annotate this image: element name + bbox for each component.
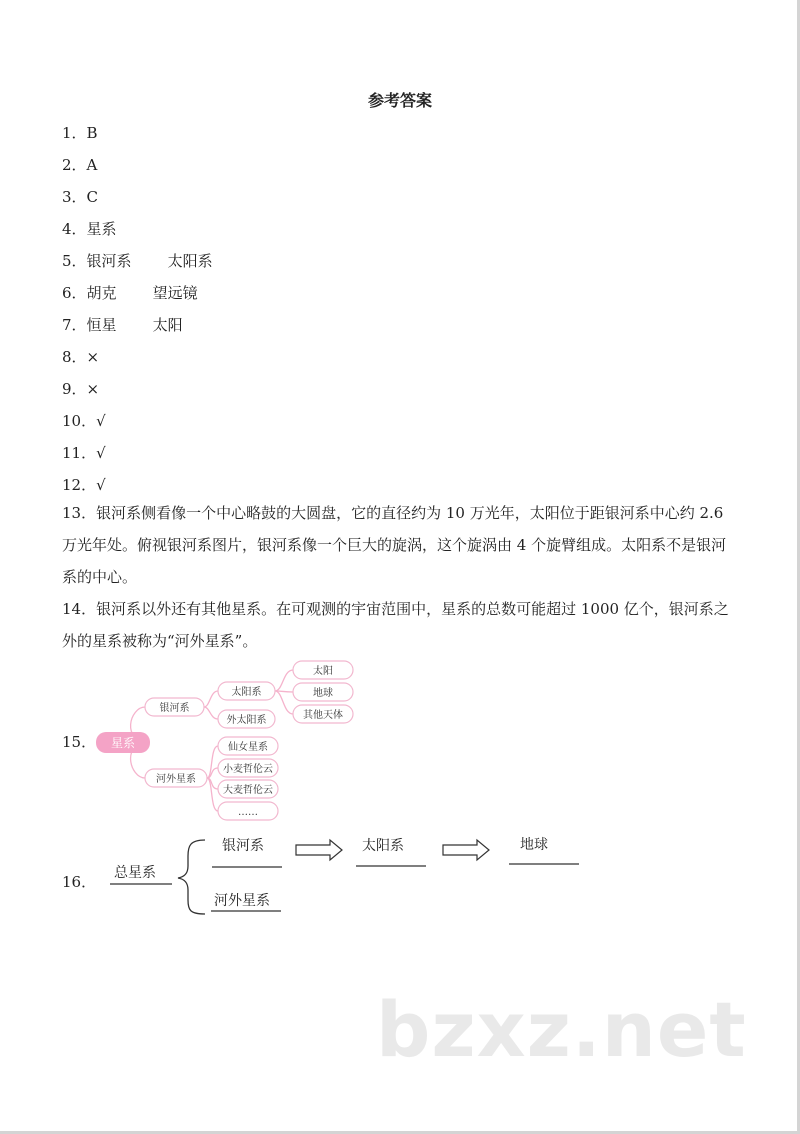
label-earth: 地球 [313, 688, 333, 699]
label-outside-solar: 外太阳系 [226, 715, 267, 726]
label-sun: 太阳 [313, 666, 333, 677]
label-lmc: 大麦哲伦云 [223, 785, 273, 796]
label-milky-way: 银河系 [159, 703, 190, 714]
answer-value: 胡克 [86, 284, 117, 302]
answer-number: 10． [62, 412, 97, 430]
watermark: bzxz.net [376, 985, 747, 1074]
answer-value: C [86, 188, 99, 206]
label-ellipsis: …… [238, 807, 258, 818]
label-smc: 小麦哲伦云 [223, 764, 273, 775]
answer-number: 12． [62, 476, 97, 494]
answer-14: 14．银河系以外还有其他星系。在可观测的宇宙范围中，星系的总数可能超过 1000 亿个，银河系之外的星系被称为“河外星系”。 [62, 600, 729, 650]
label-earth-16: 地球 [520, 837, 548, 853]
answer-number: 3． [62, 188, 87, 206]
answer-number: 1． [62, 124, 87, 142]
label-total-galaxy: 总星系 [114, 865, 156, 881]
brace [178, 840, 205, 914]
answer-number: 2． [62, 156, 87, 174]
arrow-right-icon [443, 840, 489, 860]
answer-16-number: 16． [62, 873, 97, 891]
answer-value: √ [96, 444, 106, 462]
answer-value: 银河系 [86, 252, 132, 270]
answer-number: 11． [62, 444, 97, 462]
answer-number: 4． [62, 220, 87, 238]
answer-number: 6． [62, 284, 87, 302]
page-title: 参考答案 [367, 91, 432, 110]
answer-15-number: 15． [62, 733, 97, 751]
label-other-bodies: 其他天体 [303, 710, 343, 721]
label-solar-system: 太阳系 [231, 687, 262, 698]
answer-value: × [86, 348, 100, 366]
label-extragalactic: 河外星系 [156, 774, 196, 785]
answer-number: 5． [62, 252, 87, 270]
answer-value: √ [96, 412, 106, 430]
answer-value: A [86, 156, 98, 174]
label-solar-system-16: 太阳系 [362, 838, 404, 854]
label-milky-way-16: 银河系 [222, 838, 264, 854]
answer-value: B [86, 124, 98, 142]
answer-value: √ [96, 476, 106, 494]
answer-value: × [86, 380, 100, 398]
label-andromeda: 仙女星系 [228, 742, 268, 753]
arrow-right-icon [296, 840, 342, 860]
answer-value: 星系 [86, 220, 117, 238]
hierarchy-diagram [110, 836, 579, 914]
answer-value: 太阳 [152, 316, 183, 334]
answer-value: 恒星 [86, 316, 117, 334]
answer-value: 望远镜 [152, 284, 198, 302]
root-node-label: 星系 [110, 736, 136, 750]
answer-number: 9． [62, 380, 87, 398]
answer-number: 7． [62, 316, 87, 334]
answer-13: 13．银河系侧看像一个中心略鼓的大圆盘，它的直径约为 10 万光年，太阳位于距银河系中心约 2.6 万光年处。俯视银河系图片，银河系像一个巨大的旋涡，这个旋涡由 4 个旋臂组成。太阳系不是银河系的中心。 [62, 504, 727, 586]
label-extragalactic-16: 河外星系 [214, 893, 270, 909]
answer-number: 8． [62, 348, 87, 366]
answer-value: 太阳系 [167, 252, 213, 270]
